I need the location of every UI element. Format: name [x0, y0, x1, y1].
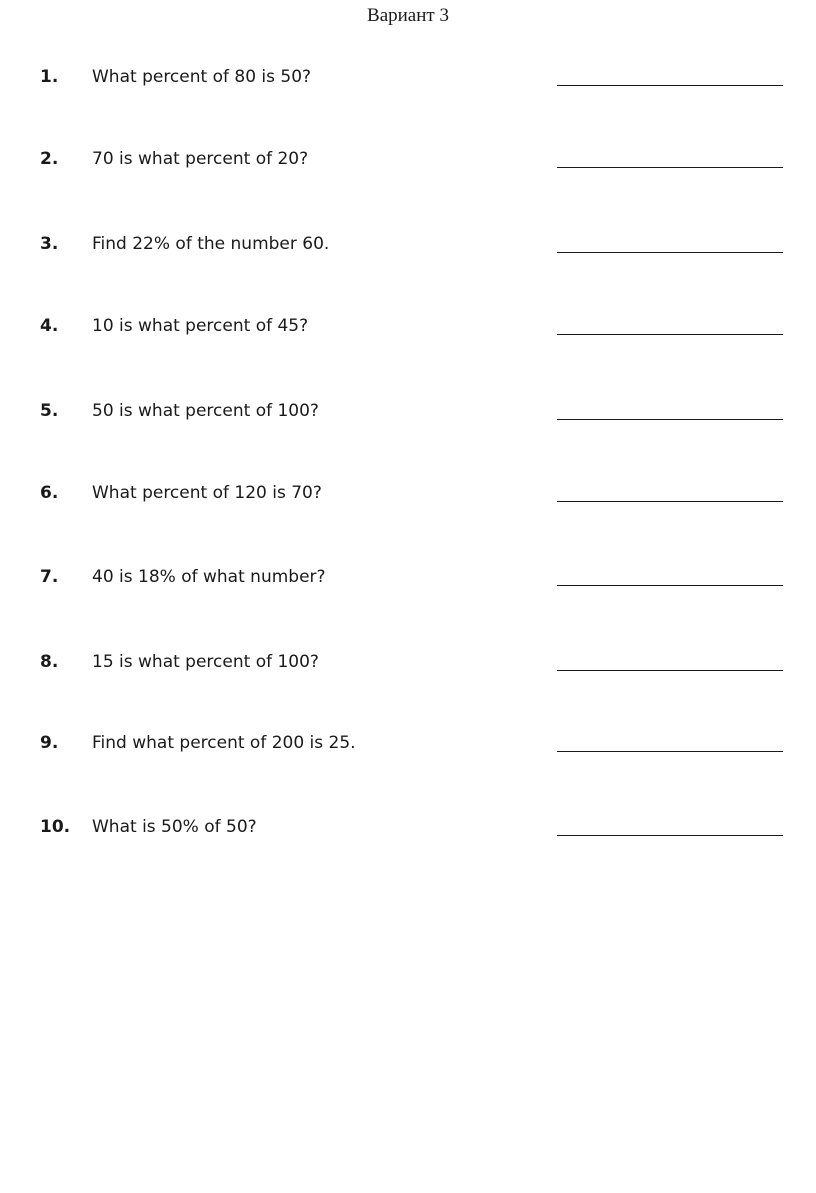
question-text: 70 is what percent of 20? — [92, 149, 309, 169]
question-number: 5. — [40, 401, 59, 421]
question-number: 4. — [40, 316, 59, 336]
question-number: 9. — [40, 733, 59, 753]
question-text: 50 is what percent of 100? — [92, 401, 319, 421]
question-number: 8. — [40, 652, 59, 672]
answer-blank[interactable] — [557, 585, 783, 586]
answer-blank[interactable] — [557, 85, 783, 86]
question-text: What percent of 80 is 50? — [92, 67, 312, 87]
answer-blank[interactable] — [557, 252, 783, 253]
question-item — [0, 566, 816, 596]
page-title: Вариант 3 — [367, 5, 449, 26]
answer-blank[interactable] — [557, 751, 783, 752]
question-number: 6. — [40, 483, 59, 503]
answer-blank[interactable] — [557, 334, 783, 335]
question-text: 15 is what percent of 100? — [92, 652, 319, 672]
question-number: 1. — [40, 67, 59, 87]
question-text: Find what percent of 200 is 25. — [92, 733, 356, 753]
answer-blank[interactable] — [557, 167, 783, 168]
question-item — [0, 482, 816, 512]
question-item — [0, 651, 816, 681]
answer-blank[interactable] — [557, 501, 783, 502]
question-text: What is 50% of 50? — [92, 817, 257, 837]
question-item — [0, 816, 816, 846]
question-text: Find 22% of the number 60. — [92, 234, 330, 254]
question-text: 10 is what percent of 45? — [92, 316, 309, 336]
question-number: 7. — [40, 567, 59, 587]
answer-blank[interactable] — [557, 670, 783, 671]
question-item — [0, 66, 816, 96]
question-item — [0, 732, 816, 762]
question-number: 2. — [40, 149, 59, 169]
question-item — [0, 400, 816, 430]
question-text: What percent of 120 is 70? — [92, 483, 322, 503]
question-item — [0, 148, 816, 178]
question-text: 40 is 18% of what number? — [92, 567, 326, 587]
question-item — [0, 233, 816, 263]
question-number: 10. — [40, 817, 71, 837]
question-number: 3. — [40, 234, 59, 254]
answer-blank[interactable] — [557, 419, 783, 420]
answer-blank[interactable] — [557, 835, 783, 836]
question-item — [0, 315, 816, 345]
